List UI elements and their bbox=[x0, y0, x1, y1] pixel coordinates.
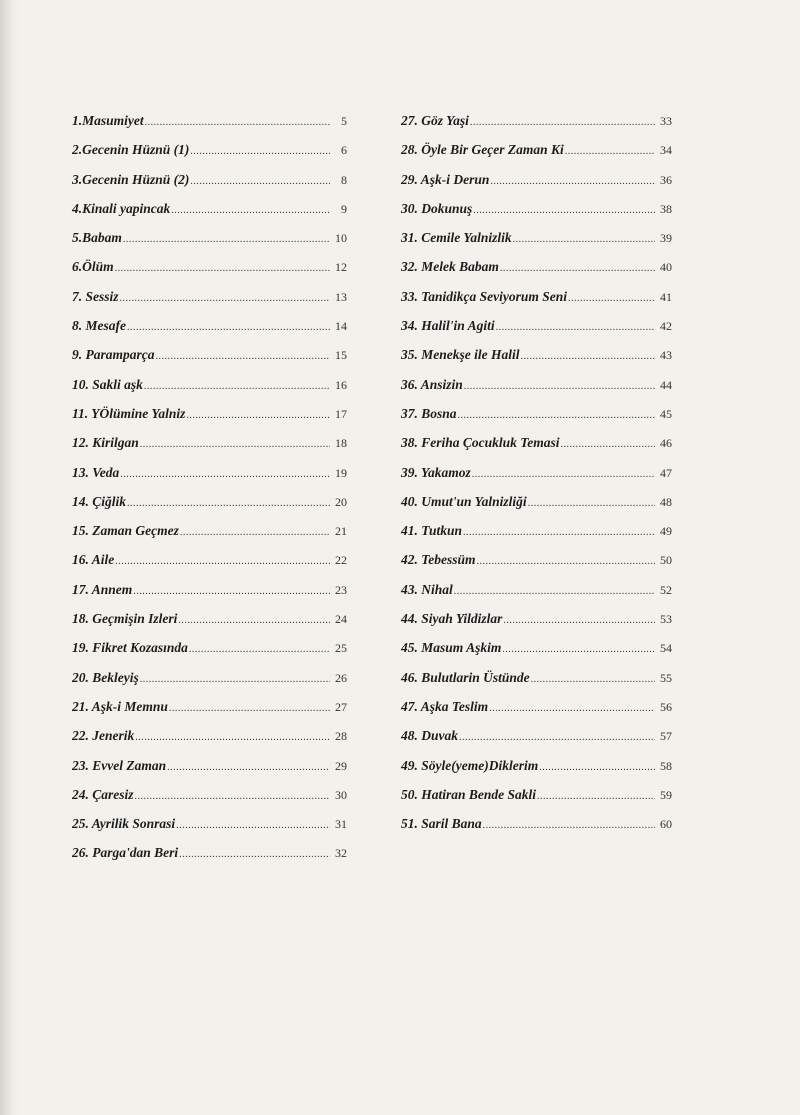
toc-entry-title: 19. Fikret Kozasında bbox=[72, 640, 188, 656]
toc-entry-title: 31. Cemile Yalnizlik bbox=[401, 230, 512, 246]
toc-entry-title: 1.Masumiyet bbox=[72, 113, 144, 128]
toc-dot-leader bbox=[156, 342, 331, 371]
toc-column-left bbox=[72, 106, 347, 868]
toc-page-number: 39 bbox=[660, 231, 672, 246]
toc-dot-leader bbox=[145, 108, 330, 137]
toc-entry-title: 34. Halil'in Agiti bbox=[401, 318, 495, 334]
toc-entry bbox=[72, 194, 347, 223]
toc-page-number: 18 bbox=[335, 436, 347, 451]
toc-dot-leader bbox=[120, 284, 330, 313]
toc-page-number: 41 bbox=[660, 289, 672, 304]
toc-entry bbox=[72, 370, 347, 399]
toc-dot-leader bbox=[458, 401, 655, 430]
toc-page-number: 28 bbox=[335, 729, 347, 744]
toc-entry bbox=[72, 838, 347, 867]
toc-entry bbox=[72, 692, 347, 721]
toc-entry bbox=[401, 809, 672, 838]
toc-dot-leader bbox=[135, 723, 330, 752]
toc-entry-title: 45. Masum Aşkim bbox=[401, 640, 502, 656]
toc-page-number: 40 bbox=[660, 260, 672, 275]
toc-entry-title: 29. Aşk-i Derun bbox=[401, 171, 490, 187]
toc-dot-leader bbox=[539, 753, 655, 782]
toc-page-number: 44 bbox=[660, 377, 672, 392]
toc-page-number: 45 bbox=[660, 406, 672, 421]
toc-entry bbox=[72, 135, 347, 164]
toc-entry bbox=[401, 282, 672, 311]
toc-entry-title: 14. Çiğlik bbox=[72, 493, 127, 509]
toc-entry bbox=[72, 106, 347, 135]
toc-dot-leader bbox=[472, 460, 655, 489]
toc-entry bbox=[72, 751, 347, 780]
toc-page-number: 13 bbox=[335, 289, 347, 304]
toc-page-number: 42 bbox=[660, 319, 672, 334]
toc-page-number: 54 bbox=[660, 641, 672, 656]
toc-dot-leader bbox=[537, 782, 655, 811]
toc-entry bbox=[72, 721, 347, 750]
toc-page-number: 14 bbox=[335, 319, 347, 334]
toc-page-number: 27 bbox=[335, 699, 347, 714]
toc-entry bbox=[401, 575, 672, 604]
toc-entry-title: 32. Melek Babam bbox=[401, 259, 499, 275]
table-of-contents bbox=[72, 106, 672, 868]
toc-page-number: 9 bbox=[341, 201, 347, 216]
toc-page-number: 56 bbox=[660, 699, 672, 714]
toc-entry bbox=[72, 165, 347, 194]
toc-entry-title: 43. Nihal bbox=[401, 581, 453, 597]
toc-dot-leader bbox=[528, 489, 655, 518]
toc-entry-title: 3.Gecenin Hüznü (2) bbox=[72, 171, 190, 187]
toc-entry-title: 8. Mesafe bbox=[72, 318, 126, 334]
toc-page-number: 59 bbox=[660, 787, 672, 802]
toc-page-number: 6 bbox=[341, 143, 347, 158]
toc-entry-title: 6.Ölüm bbox=[72, 259, 114, 275]
toc-dot-leader bbox=[169, 694, 330, 723]
toc-dot-leader bbox=[189, 635, 330, 664]
toc-page-number: 52 bbox=[660, 582, 672, 597]
toc-entry-title: 12. Kirilgan bbox=[72, 435, 139, 451]
toc-dot-leader bbox=[477, 547, 655, 576]
toc-entry bbox=[401, 340, 672, 369]
toc-page-number: 15 bbox=[335, 348, 347, 363]
toc-entry bbox=[401, 311, 672, 340]
toc-entry-title: 47. Aşka Teslim bbox=[401, 698, 489, 714]
toc-entry bbox=[401, 458, 672, 487]
toc-entry-title: 21. Aşk-i Memnu bbox=[72, 698, 168, 714]
toc-page-number: 21 bbox=[335, 524, 347, 539]
toc-entry-title: 42. Tebessüm bbox=[401, 552, 476, 568]
toc-page-number: 22 bbox=[335, 553, 347, 568]
toc-dot-leader bbox=[565, 137, 655, 166]
toc-entry bbox=[72, 399, 347, 428]
toc-dot-leader bbox=[171, 196, 330, 225]
toc-page-number: 48 bbox=[660, 494, 672, 509]
toc-entry bbox=[401, 692, 672, 721]
toc-entry bbox=[401, 487, 672, 516]
toc-dot-leader bbox=[123, 225, 330, 254]
toc-page-number: 29 bbox=[335, 758, 347, 773]
toc-page-number: 57 bbox=[660, 729, 672, 744]
toc-entry-title: 49. Söyle(yeme)Diklerim bbox=[401, 757, 539, 773]
toc-dot-leader bbox=[464, 372, 655, 401]
toc-page-number: 30 bbox=[335, 787, 347, 802]
toc-entry-title: 36. Ansizin bbox=[401, 376, 463, 392]
toc-entry bbox=[401, 194, 672, 223]
toc-entry-title: 48. Duvak bbox=[401, 728, 458, 744]
toc-page-number: 19 bbox=[335, 465, 347, 480]
toc-entry-title: 20. Bekleyiş bbox=[72, 669, 139, 685]
toc-entry bbox=[401, 428, 672, 457]
toc-dot-leader bbox=[568, 284, 655, 313]
toc-page-number: 55 bbox=[660, 670, 672, 685]
toc-entry bbox=[401, 780, 672, 809]
toc-page-number: 47 bbox=[660, 465, 672, 480]
toc-entry bbox=[401, 223, 672, 252]
toc-entry bbox=[401, 106, 672, 135]
toc-entry-title: 38. Feriha Çocukluk Temasi bbox=[401, 435, 560, 451]
toc-entry bbox=[72, 663, 347, 692]
toc-entry-title: 37. Bosna bbox=[401, 405, 457, 421]
toc-entry-title: 40. Umut'un Yalnizliği bbox=[401, 493, 527, 509]
toc-page-number: 58 bbox=[660, 758, 672, 773]
toc-dot-leader bbox=[178, 606, 330, 635]
toc-dot-leader bbox=[521, 342, 656, 371]
toc-dot-leader bbox=[135, 782, 330, 811]
toc-entry bbox=[72, 545, 347, 574]
toc-entry-title: 27. Göz Yaşi bbox=[401, 113, 469, 128]
toc-dot-leader bbox=[140, 665, 330, 694]
toc-entry bbox=[72, 428, 347, 457]
toc-page-number: 17 bbox=[335, 406, 347, 421]
toc-entry bbox=[72, 575, 347, 604]
toc-dot-leader bbox=[115, 254, 330, 283]
toc-dot-leader bbox=[140, 430, 330, 459]
toc-entry-title: 2.Gecenin Hüznü (1) bbox=[72, 142, 190, 158]
toc-entry-title: 13. Veda bbox=[72, 464, 120, 480]
toc-entry bbox=[401, 633, 672, 662]
toc-entry-title: 35. Menekşe ile Halil bbox=[401, 347, 520, 363]
toc-dot-leader bbox=[483, 811, 655, 840]
toc-dot-leader bbox=[496, 313, 655, 342]
toc-entry-title: 11. YÖlümine Yalniz bbox=[72, 405, 186, 421]
toc-page-number: 31 bbox=[335, 817, 347, 832]
toc-dot-leader bbox=[489, 694, 655, 723]
toc-entry-title: 7. Sessiz bbox=[72, 288, 119, 304]
toc-entry-title: 26. Parga'dan Beri bbox=[72, 845, 179, 861]
toc-dot-leader bbox=[454, 577, 655, 606]
toc-page-number: 10 bbox=[335, 231, 347, 246]
toc-page-number: 33 bbox=[660, 114, 672, 128]
toc-dot-leader bbox=[179, 840, 330, 869]
toc-entry bbox=[72, 282, 347, 311]
toc-entry bbox=[72, 780, 347, 809]
toc-entry bbox=[72, 340, 347, 369]
toc-page-number: 50 bbox=[660, 553, 672, 568]
toc-entry-title: 18. Geçmişin Izleri bbox=[72, 611, 178, 627]
toc-entry bbox=[401, 135, 672, 164]
toc-entry-title: 28. Öyle Bir Geçer Zaman Ki bbox=[401, 142, 564, 158]
toc-page-number: 60 bbox=[660, 817, 672, 832]
toc-page-number: 49 bbox=[660, 524, 672, 539]
toc-page-number: 5 bbox=[341, 114, 347, 128]
toc-page-number: 32 bbox=[335, 846, 347, 861]
toc-entry bbox=[401, 165, 672, 194]
toc-page-number: 8 bbox=[341, 172, 347, 187]
toc-page-number: 38 bbox=[660, 201, 672, 216]
toc-dot-leader bbox=[127, 489, 330, 518]
toc-entry bbox=[401, 604, 672, 633]
page-edge-shadow bbox=[0, 0, 18, 1115]
toc-page-number: 25 bbox=[335, 641, 347, 656]
toc-entry-title: 44. Siyah Yildizlar bbox=[401, 611, 503, 627]
toc-page-number: 16 bbox=[335, 377, 347, 392]
toc-page-number: 36 bbox=[660, 172, 672, 187]
toc-entry-title: 51. Saril Bana bbox=[401, 816, 482, 832]
toc-entry-title: 39. Yakamoz bbox=[401, 464, 471, 480]
toc-entry-title: 30. Dokunuş bbox=[401, 200, 473, 216]
toc-dot-leader bbox=[561, 430, 655, 459]
toc-entry-title: 50. Hatiran Bende Sakli bbox=[401, 786, 537, 802]
toc-entry bbox=[72, 633, 347, 662]
toc-entry-title: 15. Zaman Geçmez bbox=[72, 523, 179, 539]
toc-entry-title: 25. Ayrilik Sonrasi bbox=[72, 816, 176, 832]
toc-dot-leader bbox=[463, 518, 655, 547]
toc-dot-leader bbox=[127, 313, 330, 342]
toc-entry-title: 4.Kinali yapincak bbox=[72, 200, 171, 216]
toc-entry bbox=[401, 252, 672, 281]
toc-entry-title: 23. Evvel Zaman bbox=[72, 757, 167, 773]
toc-entry bbox=[72, 516, 347, 545]
toc-page-number: 53 bbox=[660, 612, 672, 627]
toc-entry-title: 46. Bulutlarin Üstünde bbox=[401, 669, 530, 685]
toc-entry-title: 33. Tanidikça Seviyorum Seni bbox=[401, 288, 568, 304]
toc-entry bbox=[401, 545, 672, 574]
toc-page-number: 20 bbox=[335, 494, 347, 509]
toc-dot-leader bbox=[473, 196, 655, 225]
toc-dot-leader bbox=[167, 753, 330, 782]
toc-entry bbox=[401, 370, 672, 399]
toc-page-number: 23 bbox=[335, 582, 347, 597]
toc-entry bbox=[401, 721, 672, 750]
toc-dot-leader bbox=[500, 254, 655, 283]
toc-entry bbox=[72, 252, 347, 281]
toc-page-number: 26 bbox=[335, 670, 347, 685]
toc-dot-leader bbox=[190, 167, 330, 196]
toc-dot-leader bbox=[470, 108, 655, 137]
toc-entry bbox=[72, 487, 347, 516]
toc-dot-leader bbox=[503, 606, 655, 635]
toc-page-number: 24 bbox=[335, 612, 347, 627]
toc-dot-leader bbox=[186, 401, 330, 430]
toc-entry-title: 41. Tutkun bbox=[401, 523, 463, 539]
toc-dot-leader bbox=[180, 518, 330, 547]
toc-entry bbox=[72, 223, 347, 252]
toc-dot-leader bbox=[144, 372, 330, 401]
toc-entry bbox=[401, 399, 672, 428]
toc-page-number: 12 bbox=[335, 260, 347, 275]
toc-dot-leader bbox=[115, 547, 330, 576]
toc-dot-leader bbox=[190, 137, 330, 166]
toc-dot-leader bbox=[490, 167, 655, 196]
toc-dot-leader bbox=[133, 577, 330, 606]
toc-dot-leader bbox=[120, 460, 330, 489]
toc-entry-title: 10. Sakli aşk bbox=[72, 376, 143, 392]
toc-dot-leader bbox=[459, 723, 655, 752]
toc-entry bbox=[72, 458, 347, 487]
toc-page-number: 46 bbox=[660, 436, 672, 451]
toc-entry bbox=[72, 809, 347, 838]
toc-entry-title: 24. Çaresiz bbox=[72, 786, 134, 802]
toc-entry bbox=[72, 604, 347, 633]
toc-page-number: 43 bbox=[660, 348, 672, 363]
toc-entry-title: 9. Paramparça bbox=[72, 347, 155, 363]
toc-dot-leader bbox=[176, 811, 330, 840]
toc-dot-leader bbox=[513, 225, 655, 254]
toc-page-number: 34 bbox=[660, 143, 672, 158]
toc-entry bbox=[72, 311, 347, 340]
toc-dot-leader bbox=[502, 635, 655, 664]
toc-dot-leader bbox=[531, 665, 655, 694]
toc-entry-title: 17. Annem bbox=[72, 581, 133, 597]
toc-entry-title: 22. Jenerik bbox=[72, 728, 135, 744]
toc-entry bbox=[401, 751, 672, 780]
toc-entry bbox=[401, 663, 672, 692]
toc-entry bbox=[401, 516, 672, 545]
toc-entry-title: 5.Babam bbox=[72, 230, 122, 246]
toc-entry-title: 16. Aile bbox=[72, 552, 115, 568]
toc-column-right bbox=[401, 106, 672, 868]
